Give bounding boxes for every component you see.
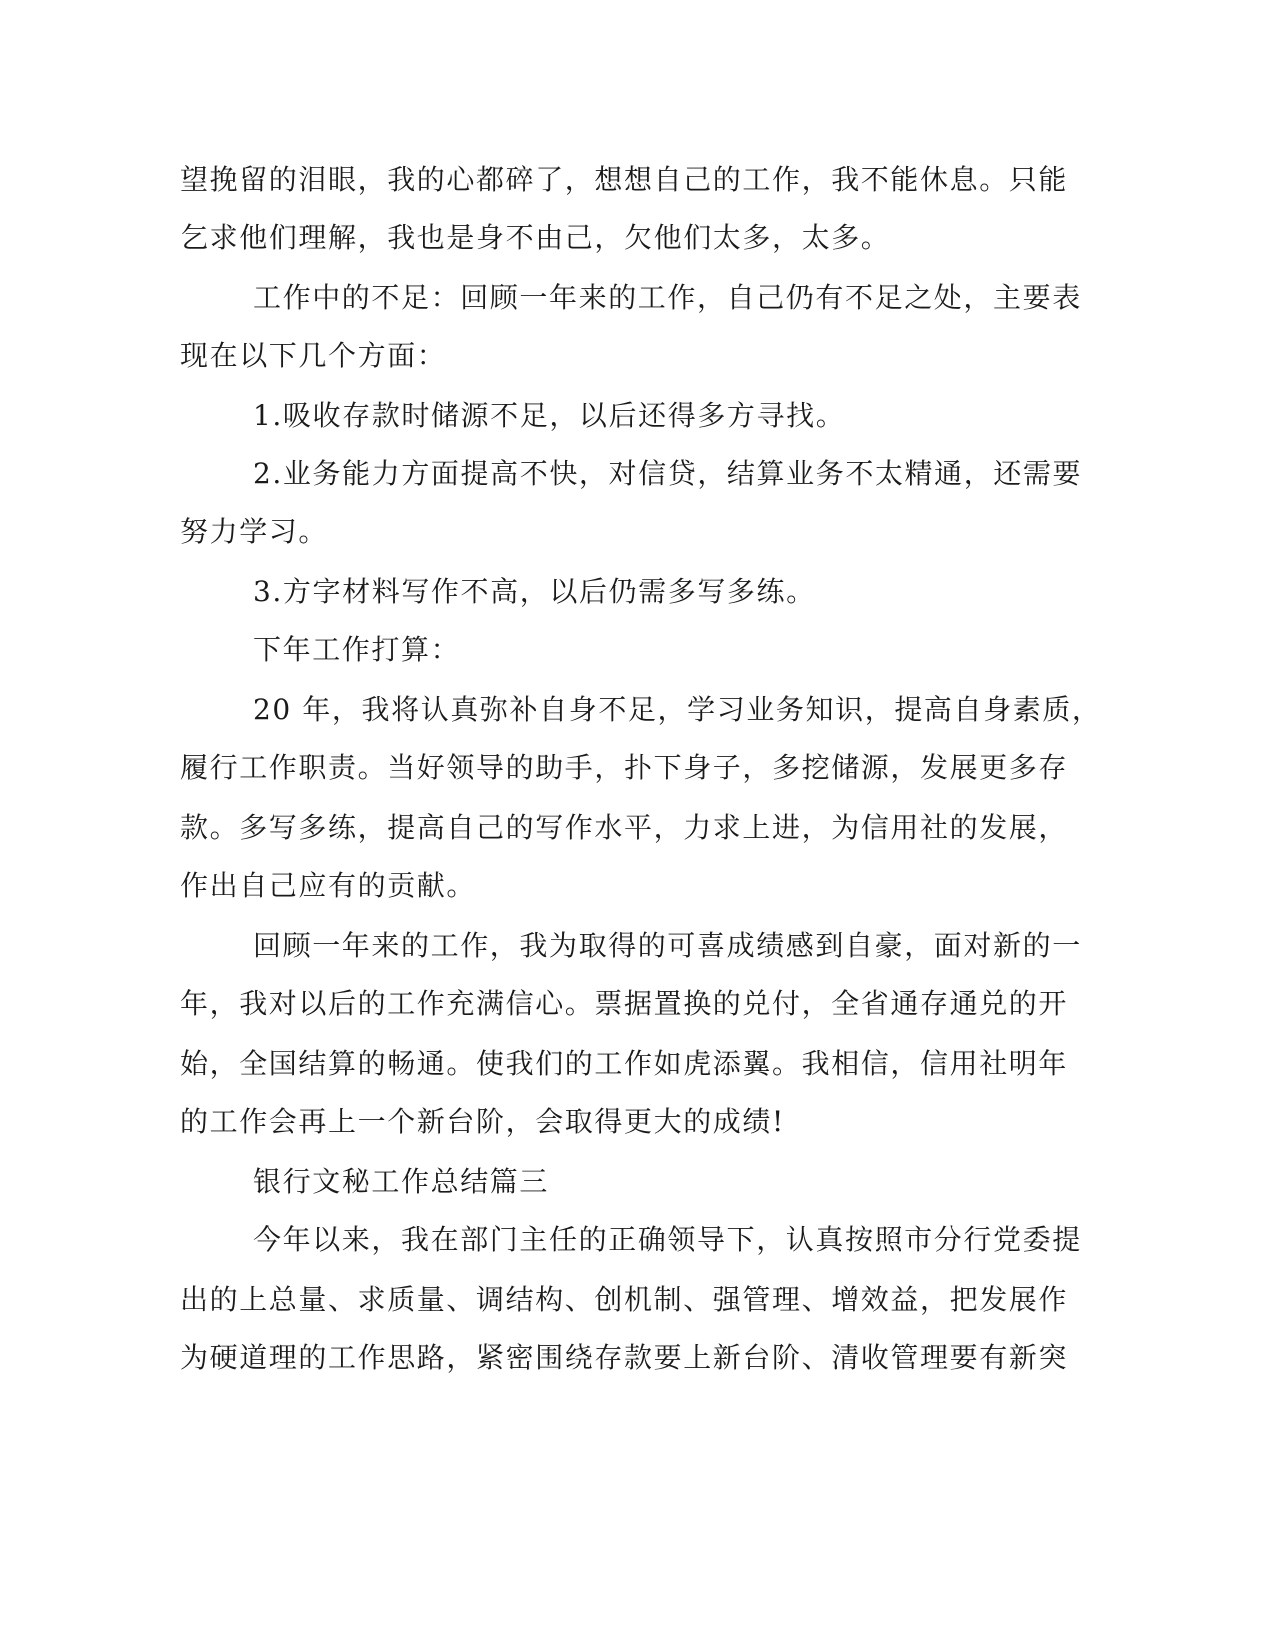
text-line: 乞求他们理解，我也是身不由己，欠他们太多，太多。: [180, 221, 891, 254]
text-line: 始，全国结算的畅通。使我们的工作如虎添翼。我相信，信用社明年: [180, 1047, 1069, 1080]
paragraph-line: 今年以来，我在部门主任的正确领导下，认真按照市分行党委提: [253, 1223, 1082, 1256]
paragraph-line: 回顾一年来的工作，我为取得的可喜成绩感到自豪，面对新的一: [253, 929, 1082, 962]
text-line: 出的上总量、求质量、调结构、创机制、强管理、增效益，把发展作: [180, 1283, 1069, 1316]
text-line: 款。多写多练，提高自己的写作水平，力求上进，为信用社的发展，: [180, 811, 1069, 844]
list-item: 2.业务能力方面提高不快，对信贷，结算业务不太精通，还需要: [253, 457, 1083, 490]
section-title: 银行文秘工作总结篇三: [253, 1165, 550, 1198]
text-line: 现在以下几个方面：: [180, 339, 447, 372]
list-item: 1.吸收存款时储源不足，以后还得多方寻找。: [253, 399, 846, 432]
list-item: 3.方字材料写作不高，以后仍需多写多练。: [253, 575, 816, 608]
text-line: 的工作会再上一个新台阶，会取得更大的成绩!: [180, 1105, 785, 1138]
text-line: 努力学习。: [180, 515, 329, 548]
text-line: 望挽留的泪眼，我的心都碎了，想想自己的工作，我不能休息。只能: [180, 163, 1069, 196]
paragraph-line: 工作中的不足：回顾一年来的工作，自己仍有不足之处，主要表: [253, 281, 1082, 314]
text-line: 为硬道理的工作思路，紧密围绕存款要上新台阶、清收管理要有新突: [180, 1341, 1069, 1374]
section-heading: 下年工作打算：: [253, 633, 461, 666]
paragraph-line: 20 年，我将认真弥补自身不足，学习业务知识，提高自身素质，: [253, 693, 1102, 726]
text-line: 作出自己应有的贡献。: [180, 869, 477, 902]
text-line: 履行工作职责。当好领导的助手，扑下身子，多挖储源，发展更多存: [180, 751, 1069, 784]
text-line: 年，我对以后的工作充满信心。票据置换的兑付，全省通存通兑的开: [180, 987, 1069, 1020]
